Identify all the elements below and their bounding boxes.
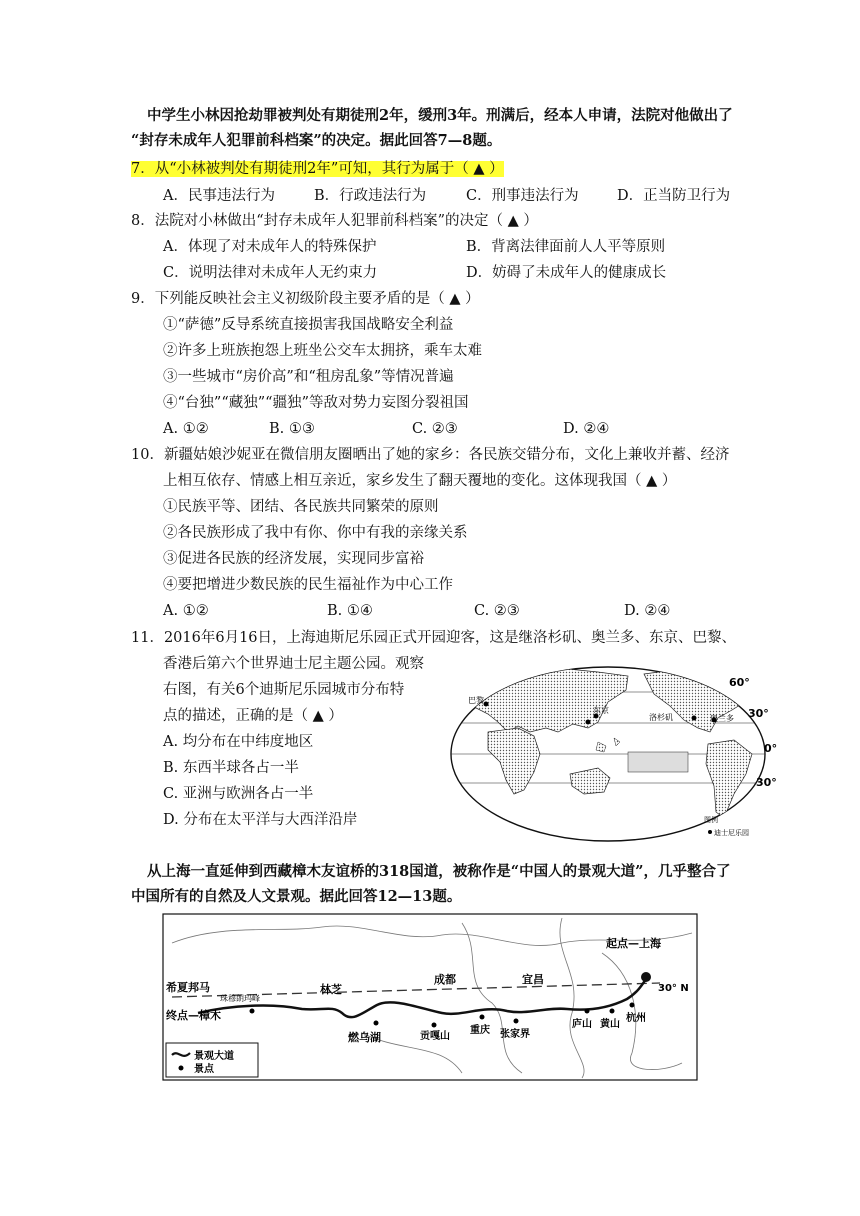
- city-label-la: 洛杉矶: [649, 713, 673, 722]
- label-start-shanghai: 起点—上海: [606, 937, 661, 950]
- q10-option-b: B. ①④: [327, 603, 373, 619]
- label-ranwu: 燃乌湖: [348, 1031, 381, 1044]
- los-angeles-marker: [692, 716, 697, 721]
- q8-option-b: B．背离法律面前人人平等原则: [466, 239, 666, 255]
- q9-option-a: A. ①②: [163, 421, 209, 437]
- lat-label-0: 0°: [764, 742, 778, 755]
- label-chengdu: 成都: [434, 973, 456, 986]
- intro-line-1: 中学生小林因抢劫罪被判处有期徒刑2年，缓刑3年。刑满后，经本人申请，法院对他做出了: [147, 107, 733, 124]
- q9-item-4: ④“台独”“藏独”“疆独”等敌对势力妄图分裂祖国: [163, 395, 469, 411]
- chongqing-point: [480, 1015, 485, 1020]
- intro2-line-1: 从上海一直延伸到西藏樟木友谊桥的318国道，被称作是“中国人的景观大道”，几乎整合了: [147, 863, 731, 880]
- label-end-zhangmu: 终点—樟木: [166, 1009, 221, 1022]
- hongkong-marker: [586, 720, 591, 725]
- label-gongga: 贡嘎山: [420, 1031, 450, 1042]
- question-11-stem-3: 右图，有关6个迪斯尼乐园城市分布特: [163, 682, 405, 698]
- legend-title: 图例: [704, 816, 718, 824]
- shanghai-marker: [641, 972, 651, 982]
- map-inset-box: [628, 752, 688, 772]
- paris-marker: [484, 702, 489, 707]
- question-7-stem: 7．从“小林被判处有期徒刑2年”可知，其行为属于（ ▲ ）: [131, 161, 504, 177]
- label-zhangjiajie: 张家界: [500, 1029, 530, 1040]
- label-30n: 30° N: [658, 983, 689, 994]
- ranwu-point: [374, 1021, 379, 1026]
- q9-item-1: ①“萨德”反导系统直接损害我国战略安全利益: [163, 317, 454, 333]
- q9-option-b: B. ①③: [269, 421, 315, 437]
- legend-point-label: 景点: [194, 1064, 214, 1075]
- q10-item-4: ④要把增进少数民族的民生福祉作为中心工作: [163, 577, 453, 593]
- question-11-stem-2: 香港后第六个世界迪士尼主题公园。观察: [163, 656, 424, 672]
- label-everest: 珠穆朗玛峰: [220, 994, 260, 1003]
- city-label-tokyo: 东京: [593, 706, 609, 715]
- q7-option-a: A．民事违法行为: [163, 188, 275, 204]
- q9-item-2: ②许多上班族抱怨上班坐公交车太拥挤，乘车太难: [163, 343, 482, 359]
- q10-item-3: ③促进各民族的经济发展，实现同步富裕: [163, 551, 424, 567]
- q9-option-d: D. ②④: [563, 421, 610, 437]
- q8-option-d: D．妨碍了未成年人的健康成长: [466, 265, 667, 281]
- question-7: [131, 158, 504, 180]
- city-label-paris: 巴黎: [468, 696, 484, 705]
- legend-route-label: 景观大道: [194, 1051, 234, 1062]
- world-map-figure: [448, 662, 783, 844]
- label-yichang: 宜昌: [522, 973, 544, 986]
- q9-option-c: C. ②③: [412, 421, 458, 437]
- everest-point: [250, 1009, 255, 1014]
- label-lushan: 庐山: [572, 1019, 592, 1030]
- label-xixiabangma: 希夏邦马: [166, 981, 210, 994]
- q7-option-b: B．行政违法行为: [314, 188, 427, 204]
- lat-label-30n: 30°: [748, 707, 769, 720]
- q7-option-d: D．正当防卫行为: [617, 188, 731, 204]
- lushan-point: [585, 1009, 590, 1014]
- gongga-point: [432, 1023, 437, 1028]
- label-huangshan: 黄山: [600, 1019, 620, 1030]
- q11-option-a: A. 均分布在中纬度地区: [163, 734, 314, 750]
- q8-option-a: A．体现了对未成年人的特殊保护: [163, 239, 377, 255]
- q10-option-c: C. ②③: [474, 603, 520, 619]
- huangshan-point: [610, 1009, 615, 1014]
- legend-item: 迪士尼乐园: [714, 829, 749, 837]
- q11-option-b: B. 东西半球各占一半: [163, 760, 299, 776]
- city-label-orlando: 奥兰多: [710, 714, 734, 723]
- question-9-stem: 9．下列能反映社会主义初级阶段主要矛盾的是（ ▲ ）: [131, 291, 480, 307]
- lat-label-60: 60°: [729, 676, 750, 689]
- label-chongqing: 重庆: [470, 1025, 490, 1036]
- route-map-figure: [162, 913, 698, 1081]
- question-10-stem-1: 10．新疆姑娘沙妮亚在微信朋友圈晒出了她的家乡：各民族交错分布，文化上兼收并蓄、经济: [131, 447, 730, 463]
- question-10-stem-2: 上相互依存、情感上相互亲近，家乡发生了翻天覆地的变化。这体现我国（ ▲ ）: [163, 473, 677, 489]
- q10-option-d: D. ②④: [624, 603, 671, 619]
- question-8-stem: 8．法院对小林做出“封存未成年人犯罪前科档案”的决定（ ▲ ）: [131, 213, 538, 229]
- legend-marker: [708, 830, 712, 834]
- zhangjiajie-point: [514, 1019, 519, 1024]
- label-hangzhou: 杭州: [626, 1013, 646, 1024]
- label-linzhi: 林芝: [320, 983, 342, 996]
- intro-line-2: “封存未成年人犯罪前科档案”的决定。据此回答7—8题。: [131, 132, 502, 149]
- q11-option-c: C. 亚洲与欧洲各占一半: [163, 786, 314, 802]
- q10-item-1: ①民族平等、团结、各民族共同繁荣的原则: [163, 499, 439, 515]
- q8-option-c: C．说明法律对未成年人无约束力: [163, 265, 378, 281]
- q9-item-3: ③一些城市“房价高”和“租房乱象”等情况普遍: [163, 369, 454, 385]
- q10-option-a: A. ①②: [163, 603, 209, 619]
- intro2-line-2: 中国所有的自然及人文景观。据此回答12—13题。: [131, 888, 462, 905]
- q10-item-2: ②各民族形成了我中有你、你中有我的亲缘关系: [163, 525, 468, 541]
- hangzhou-point: [630, 1003, 635, 1008]
- q7-option-c: C．刑事违法行为: [466, 188, 579, 204]
- question-11-stem-4: 点的描述，正确的是（ ▲ ）: [163, 708, 343, 724]
- lat-label-30s: 30°: [756, 776, 777, 789]
- legend-point-symbol: [179, 1066, 184, 1071]
- q11-option-d: D. 分布在太平洋与大西洋沿岸: [163, 812, 358, 828]
- question-11-stem-1: 11．2016年6月16日，上海迪斯尼乐园正式开园迎客，这是继洛杉矶、奥兰多、东京、巴黎、: [131, 630, 737, 646]
